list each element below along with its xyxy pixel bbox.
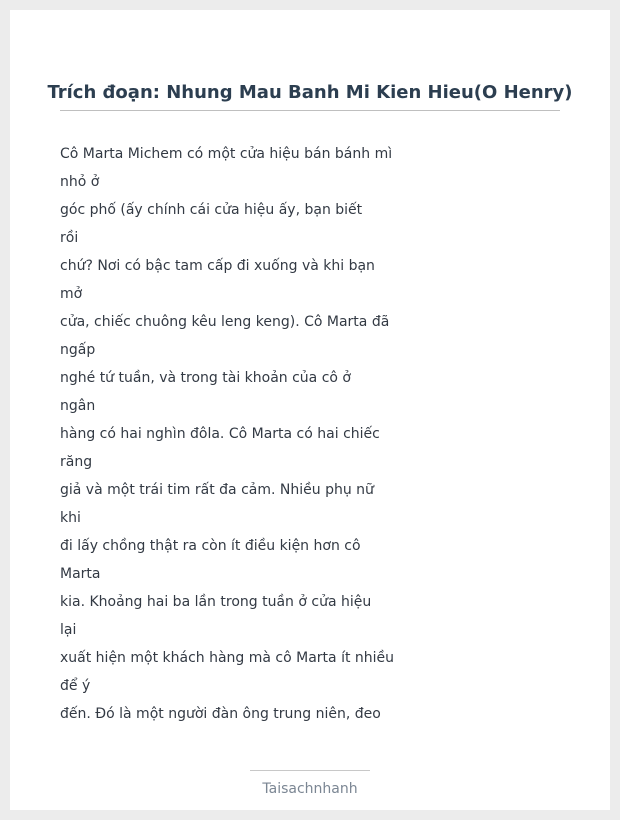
body-line: nhỏ ở	[60, 174, 100, 190]
body-line: giả và một trái tim rất đa cảm. Nhiều phụ nữ	[60, 482, 374, 498]
title-divider	[60, 110, 560, 111]
body-line: ngân	[60, 398, 96, 414]
body-line: xuất hiện một khách hàng mà cô Marta ít nhiều	[60, 650, 395, 666]
body-line: hàng có hai nghìn đôla. Cô Marta có hai chiếc	[60, 426, 380, 442]
body-line: răng	[60, 454, 93, 470]
body-line: lại	[60, 622, 77, 638]
body-line: chứ? Nơi có bậc tam cấp đi xuống và khi bạn	[60, 258, 375, 274]
body-line: ngấp	[60, 342, 96, 358]
body-line: rồi	[60, 230, 79, 246]
body-line: để ý	[60, 678, 91, 694]
document-title: Trích đoạn: Nhung Mau Banh Mi Kien Hieu(O Henry)	[47, 82, 573, 103]
document-body	[60, 140, 440, 728]
body-line: kia. Khoảng hai ba lần trong tuần ở cửa hiệu	[60, 594, 372, 610]
body-line: khi	[60, 510, 81, 526]
footer-source: Taisachnhanh	[262, 781, 358, 797]
body-line: cửa, chiếc chuông kêu leng keng). Cô Marta đã	[60, 314, 390, 330]
body-line: nghé tứ tuần, và trong tài khoản của cô ở	[60, 370, 351, 386]
document-page	[10, 10, 610, 810]
footer-divider	[250, 770, 370, 771]
body-line: góc phố (ấy chính cái cửa hiệu ấy, bạn biết	[60, 202, 363, 218]
body-line: đi lấy chồng thật ra còn ít điều kiện hơn cô	[60, 538, 361, 554]
body-line: Marta	[60, 566, 101, 582]
body-line: đến. Đó là một người đàn ông trung niên, đeo	[60, 706, 381, 722]
body-line: Cô Marta Michem có một cửa hiệu bán bánh mì	[60, 146, 393, 162]
body-line: mở	[60, 286, 83, 302]
